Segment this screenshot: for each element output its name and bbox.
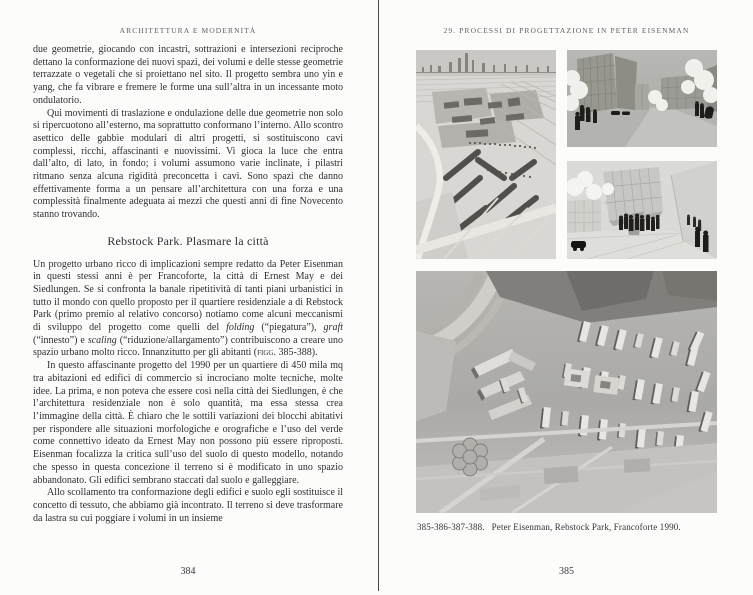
page-number-left: 384: [180, 566, 196, 577]
figure-caption-numbers: 385-386-387-388.: [417, 522, 485, 532]
text-run: Allo scollamento tra conformazione degli edifici e suolo egli sostituisce il concetto di tessuto, che abbiamo già incontrato. Il terreno si deve trasformare da lastra su cui poggiare i volumi in un insieme: [33, 487, 343, 524]
towers-rendering-graphic: [567, 50, 717, 147]
italic-term: graft: [323, 322, 343, 334]
running-header-left: ARCHITETTURA E MODERNITÀ: [119, 26, 257, 35]
text-run: due geometrie, giocando con incastri, sottrazioni e intersezioni reciproche dettano la conformazione dei nuovi spazi, dei volumi e delle stesse geometrie terrazzate o vegetali che si proiettano nel sito. Il progetto sembra uno yin e yang, che fa vibrare e fremere le forme una sull’altra in un incessante moto ondulatorio.: [33, 44, 343, 106]
model-photo-graphic: [416, 271, 717, 513]
running-header-right: 29. PROCESSI DI PROGETTAZIONE IN PETER EISENMAN: [443, 26, 690, 35]
section-heading: Rebstock Park. Plasmare la città: [107, 233, 269, 248]
paragraph: [33, 108, 343, 222]
paragraph: [33, 360, 343, 487]
plaza-rendering-graphic: [567, 161, 717, 259]
figure-plaza-rendering-slab: [567, 161, 717, 259]
italic-term: scaling: [87, 334, 117, 346]
text-run: In questo affascinante progetto del 1990 per un quartiere di 450 mila mq tra abitazioni ed edifici di commercio si incrociano molte tecniche, molte idee. La prima, e non poteva che essere così nella città dei Siedlungen, è che l’architettura residenziale non è solo quantità, ma essa stessa crea l’immagine della città. È chiaro che le sottili variazioni dei blocchi abitativi per rispondere alle situazioni morfologiche e orografiche e l’uso del verde come connettivo ideato da Ernest May non possono più essere riproposti. Eisenman focalizza la critica sull’uso del suolo di questo modello, notando che spesso in questa concezione il terreno si è modificato in uno spazio abbandonato. Gli edifici sembrano staccati dal suolo e galleggiare.: [33, 360, 343, 486]
paragraph: [33, 487, 343, 525]
text-run: Un progetto urbano ricco di implicazioni sempre redatto da Peter Eisenman in questi stessi anni è per Francoforte, la città di Ernest May e dei Siedlungen. Se si confronta la banale ripetitività di tanti piani urbanistici in tutto il mondo con quello proposto per il quartiere residenziale a di Rebstock Park (primo premio al relativo concorso) notiamo come alcuni meccanismi di sviluppo del progetto come quelli del: [33, 258, 343, 334]
figure-caption-text: Peter Eisenman, Rebstock Park, Francoforte 1990.: [491, 522, 681, 532]
aerial-drawing-graphic: [416, 50, 556, 259]
left-page: [33, 0, 343, 595]
right-page: [416, 0, 717, 595]
smallcaps-figure-ref: figg. 385-388: [257, 347, 312, 359]
text-run: (“piegatura”),: [254, 322, 324, 334]
text-run: ).: [311, 347, 318, 359]
figure-aerial-perspective-drawing: [416, 50, 556, 259]
figure-caption: [417, 522, 717, 532]
figure-urban-model-photo: [416, 271, 717, 513]
italic-term: folding: [226, 322, 255, 334]
page-number-right: 385: [559, 566, 574, 577]
text-run: Qui movimenti di traslazione e ondulazione delle due geometrie non solo si ripercuotono all’esterno, ma soprattutto conformano l’interno. Allo scontro asettico delle gabbie modulari di altri progetti, si sostituiscono cavi complessi, ricchi, affascinanti e nuovissimi. Vi gioca la luce che entra dall’alto, di lato, in fondo; i volumi assumono varie inclinate, i pilastri ritmano senza alcuna rigidità preconcetta i cavi. Sono spazi che danno effettivamente forma a un pensare all’architettura con una forza e una complessità finalmente adeguata ai mezzi che questi anni di fine Novecento stanno trovando.: [33, 107, 343, 221]
paragraph: [33, 259, 343, 361]
page-gutter-line: [378, 0, 379, 591]
text-run: (“riduzione/allargamento”) contribuiscono a creare uno spazio urbano molto ricco. Innanzitutto per gli abitanti (: [33, 334, 343, 359]
paragraph: [33, 44, 343, 108]
figure-street-rendering-towers: [567, 50, 717, 147]
text-run: (“innesto”) e: [33, 334, 88, 346]
body-text: [33, 44, 343, 560]
